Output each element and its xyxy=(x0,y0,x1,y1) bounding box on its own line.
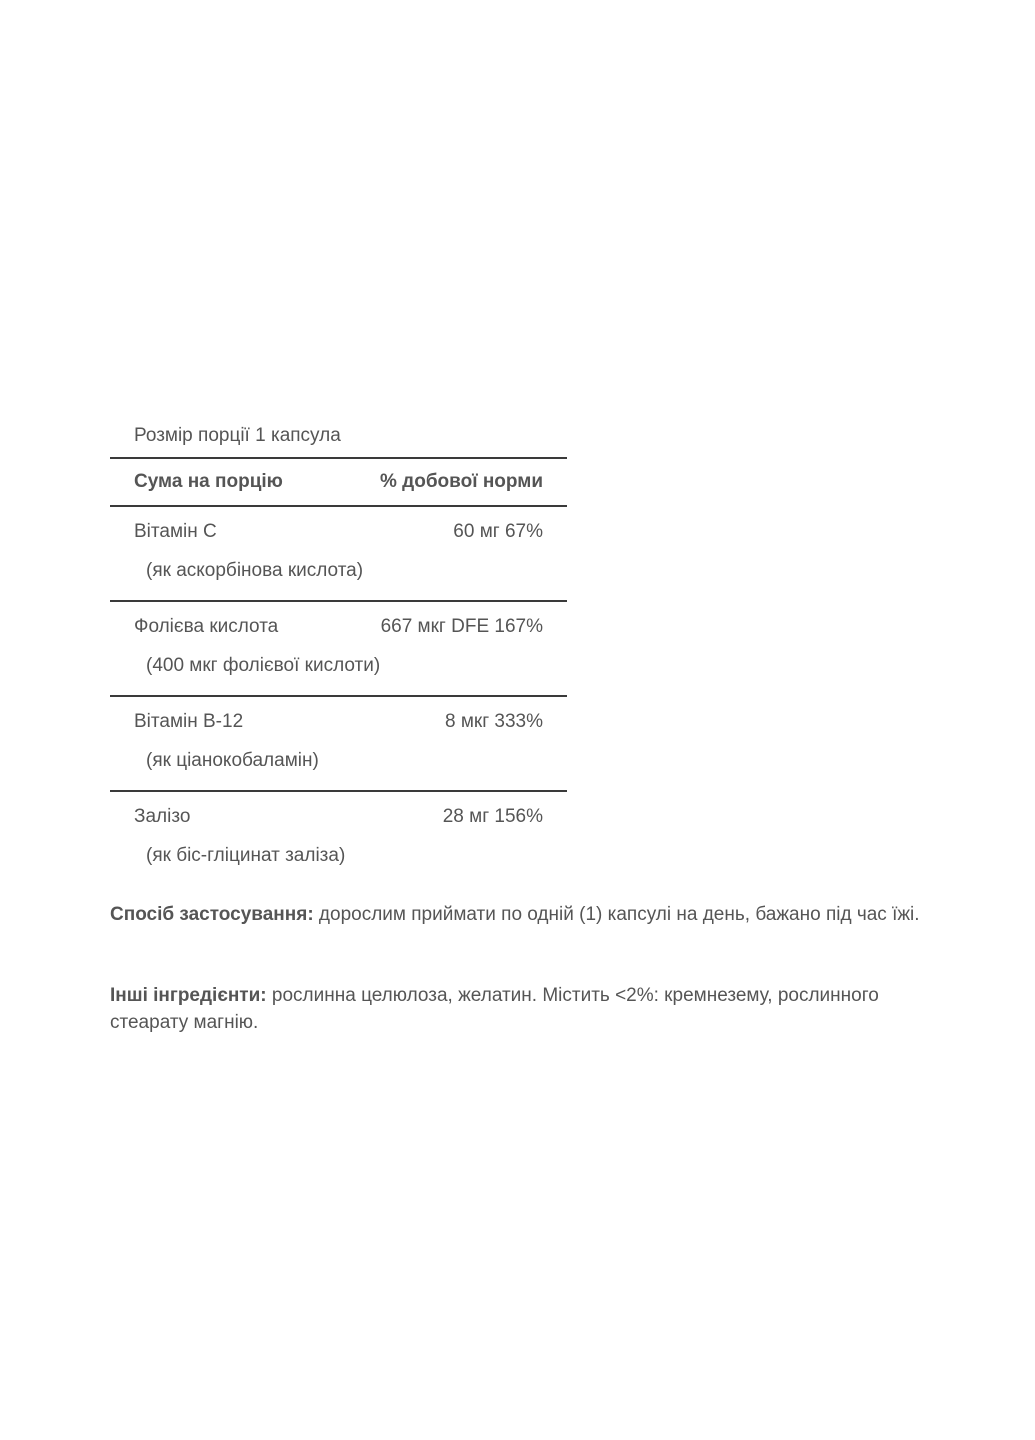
nutrient-note: (400 мкг фолієвої кислоти) xyxy=(146,655,381,676)
nutrient-name: Вітамін C xyxy=(134,521,217,542)
nutrient-row xyxy=(110,602,567,697)
other-ingredients-label: Інші інгредієнти: xyxy=(110,985,267,1006)
nutrient-value: 28 мг 156% xyxy=(442,806,543,827)
serving-size: Розмір порції 1 капсула xyxy=(110,418,567,459)
table-header xyxy=(110,459,567,507)
nutrient-value: 8 мкг 333% xyxy=(444,711,543,732)
nutrient-value: 60 мг 67% xyxy=(453,521,543,542)
nutrient-row xyxy=(110,697,567,792)
nutrient-row xyxy=(110,792,567,887)
other-ingredients-text: рослинна целюлоза, желатин. Містить <2%: кремнезему, рослинного стеарату магнію. xyxy=(110,985,879,1033)
supplement-facts-table xyxy=(110,418,567,887)
daily-value-header: % добової норми xyxy=(379,471,543,492)
nutrient-note: (як аскорбінова кислота) xyxy=(146,560,364,581)
usage-paragraph xyxy=(110,901,930,928)
usage-text: дорослим приймати по одній (1) капсулі на день, бажано під час їжі. xyxy=(313,904,920,925)
other-ingredients-paragraph xyxy=(110,982,930,1036)
nutrient-row xyxy=(110,507,567,602)
nutrient-note: (як ціанокобаламін) xyxy=(146,750,319,771)
nutrient-name: Вітамін B-12 xyxy=(134,711,244,732)
amount-per-serving-header: Сума на порцію xyxy=(134,471,283,492)
nutrient-note: (як біс-гліцинат заліза) xyxy=(146,845,346,866)
nutrient-name: Фолієва кислота xyxy=(134,616,279,637)
nutrient-name: Залізо xyxy=(134,806,191,827)
nutrient-value: 667 мкг DFE 167% xyxy=(380,616,543,637)
usage-label: Спосіб застосування: xyxy=(110,904,314,925)
